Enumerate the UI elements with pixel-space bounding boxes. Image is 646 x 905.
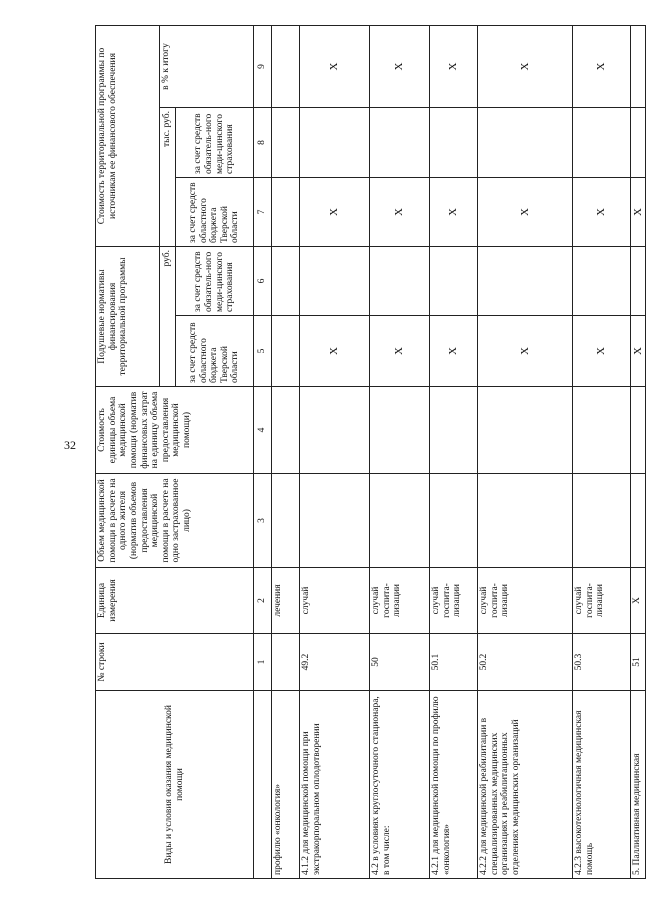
table-rotation-wrapper (95, 26, 644, 879)
header-per-capita-oms: за счет средств обязатель-ного меди-цинского страхования (176, 247, 254, 316)
column-number: 6 (254, 247, 272, 316)
row-c6 (631, 247, 646, 316)
row-c8 (478, 108, 573, 178)
row-c5: X (370, 316, 430, 387)
row-c7: X (573, 178, 631, 247)
column-number: 4 (254, 387, 272, 474)
row-c8 (370, 108, 430, 178)
row-volume (631, 474, 646, 568)
row-c6 (272, 247, 300, 316)
row-c6 (300, 247, 370, 316)
header-cost-regional: за счет средств областного бюджета Тверской области (176, 178, 254, 247)
row-c6 (573, 247, 631, 316)
row-c7: X (300, 178, 370, 247)
row-c9: X (478, 26, 573, 108)
row-c8 (631, 108, 646, 178)
row-number: 51 (631, 634, 646, 691)
row-c7: X (478, 178, 573, 247)
row-c9: X (430, 26, 478, 108)
table-row (300, 26, 370, 879)
row-kind: 4.2.1 для медицинской помощи по профилю «онкология» (430, 691, 478, 879)
row-volume (573, 474, 631, 568)
row-unit-cost (478, 387, 573, 474)
row-unit-cost (300, 387, 370, 474)
row-c7: X (370, 178, 430, 247)
row-c9: X (573, 26, 631, 108)
row-c9 (631, 26, 646, 108)
column-number: 5 (254, 316, 272, 387)
header-volume: Объем медицинской помощи в расчете на одного жителя (норматив объемов предоставления медицинской помощи в расчете на одно застрахованное лицо) (96, 474, 254, 568)
row-c5: X (631, 316, 646, 387)
row-unit: случай госпита-лизации (573, 568, 631, 634)
table-row (272, 26, 300, 879)
row-unit: случай госпита-лизации (478, 568, 573, 634)
row-number: 50.3 (573, 634, 631, 691)
header-program-cost-group: Стоимость территориальной программы по источникам ее финансового обеспечения (96, 26, 160, 247)
row-kind: 4.2.2 для медицинской реабилитации в специализированных медицинских организациях и реабилитационных отделениях медицинских организаций (478, 691, 573, 879)
column-number: 9 (254, 26, 272, 108)
row-unit: случай госпита-лизации (430, 568, 478, 634)
header-cost-oms: за счет средств обязатель-ного меди-цинского страхования (176, 108, 254, 178)
column-number: 2 (254, 568, 272, 634)
row-volume (430, 474, 478, 568)
rotated-table-area (95, 26, 644, 879)
row-number: 49.2 (300, 634, 370, 691)
row-c5: X (573, 316, 631, 387)
row-c6 (430, 247, 478, 316)
header-program-cost-unit: тыс. руб. (160, 108, 176, 247)
financing-table (95, 25, 646, 879)
row-unit-cost (631, 387, 646, 474)
row-c6 (478, 247, 573, 316)
row-volume (300, 474, 370, 568)
row-c7: X (430, 178, 478, 247)
row-kind: 5. Паллиативная медицинская (631, 691, 646, 879)
row-c8 (430, 108, 478, 178)
column-number: 1 (254, 634, 272, 691)
row-c8 (272, 108, 300, 178)
row-unit-cost (573, 387, 631, 474)
row-number: 50.1 (430, 634, 478, 691)
row-unit-cost (430, 387, 478, 474)
row-unit-cost (370, 387, 430, 474)
row-c8 (300, 108, 370, 178)
row-c9: X (370, 26, 430, 108)
header-kinds: Виды и условия оказания медицинской помощи (96, 691, 254, 879)
row-unit: X (631, 568, 646, 634)
row-unit-cost (272, 387, 300, 474)
table-row (478, 26, 573, 879)
row-unit: лечения (272, 568, 300, 634)
row-c6 (370, 247, 430, 316)
page-number: 32 (64, 438, 76, 452)
row-c9: X (300, 26, 370, 108)
table-row (430, 26, 478, 879)
row-c9 (272, 26, 300, 108)
column-number: 7 (254, 178, 272, 247)
row-volume (478, 474, 573, 568)
row-kind: 4.2.3 высокотехнологичная медицинская помощь (573, 691, 631, 879)
row-number: 50 (370, 634, 430, 691)
header-per-capita-group: Подушевые нормативы финансирования территориальной программы (96, 247, 160, 387)
header-unit: Единица измерения (96, 568, 254, 634)
row-unit: случай госпита-лизации (370, 568, 430, 634)
table-row (631, 26, 646, 879)
row-c7: X (631, 178, 646, 247)
column-number: 3 (254, 474, 272, 568)
header-row-number: № строки (96, 634, 254, 691)
row-number (272, 634, 300, 691)
row-kind: 4.1.2 для медицинской помощи при экстракорпоральном оплодотворении (300, 691, 370, 879)
row-c5: X (430, 316, 478, 387)
row-volume (272, 474, 300, 568)
row-kind: профилю «онкология» (272, 691, 300, 879)
row-kind: 4.2 в условиях круглосуточного стационара, в том числе: (370, 691, 430, 879)
row-c5: X (300, 316, 370, 387)
row-c5: X (478, 316, 573, 387)
table-row (573, 26, 631, 879)
table-row (370, 26, 430, 879)
header-unit-cost: Стоимость единицы объема медицинской помощи (норматив финансовых затрат на единицу объема предоставления медицинской помощи) (96, 387, 254, 474)
row-c8 (573, 108, 631, 178)
column-number (254, 691, 272, 879)
row-number: 50.2 (478, 634, 573, 691)
row-volume (370, 474, 430, 568)
header-per-capita-regional: за счет средств областного бюджета Тверской области (176, 316, 254, 387)
row-c7 (272, 178, 300, 247)
header-per-capita-unit: руб. (160, 247, 176, 387)
header-percent-total: в % к итогу (160, 26, 254, 108)
column-number: 8 (254, 108, 272, 178)
row-c5 (272, 316, 300, 387)
row-unit: случай (300, 568, 370, 634)
